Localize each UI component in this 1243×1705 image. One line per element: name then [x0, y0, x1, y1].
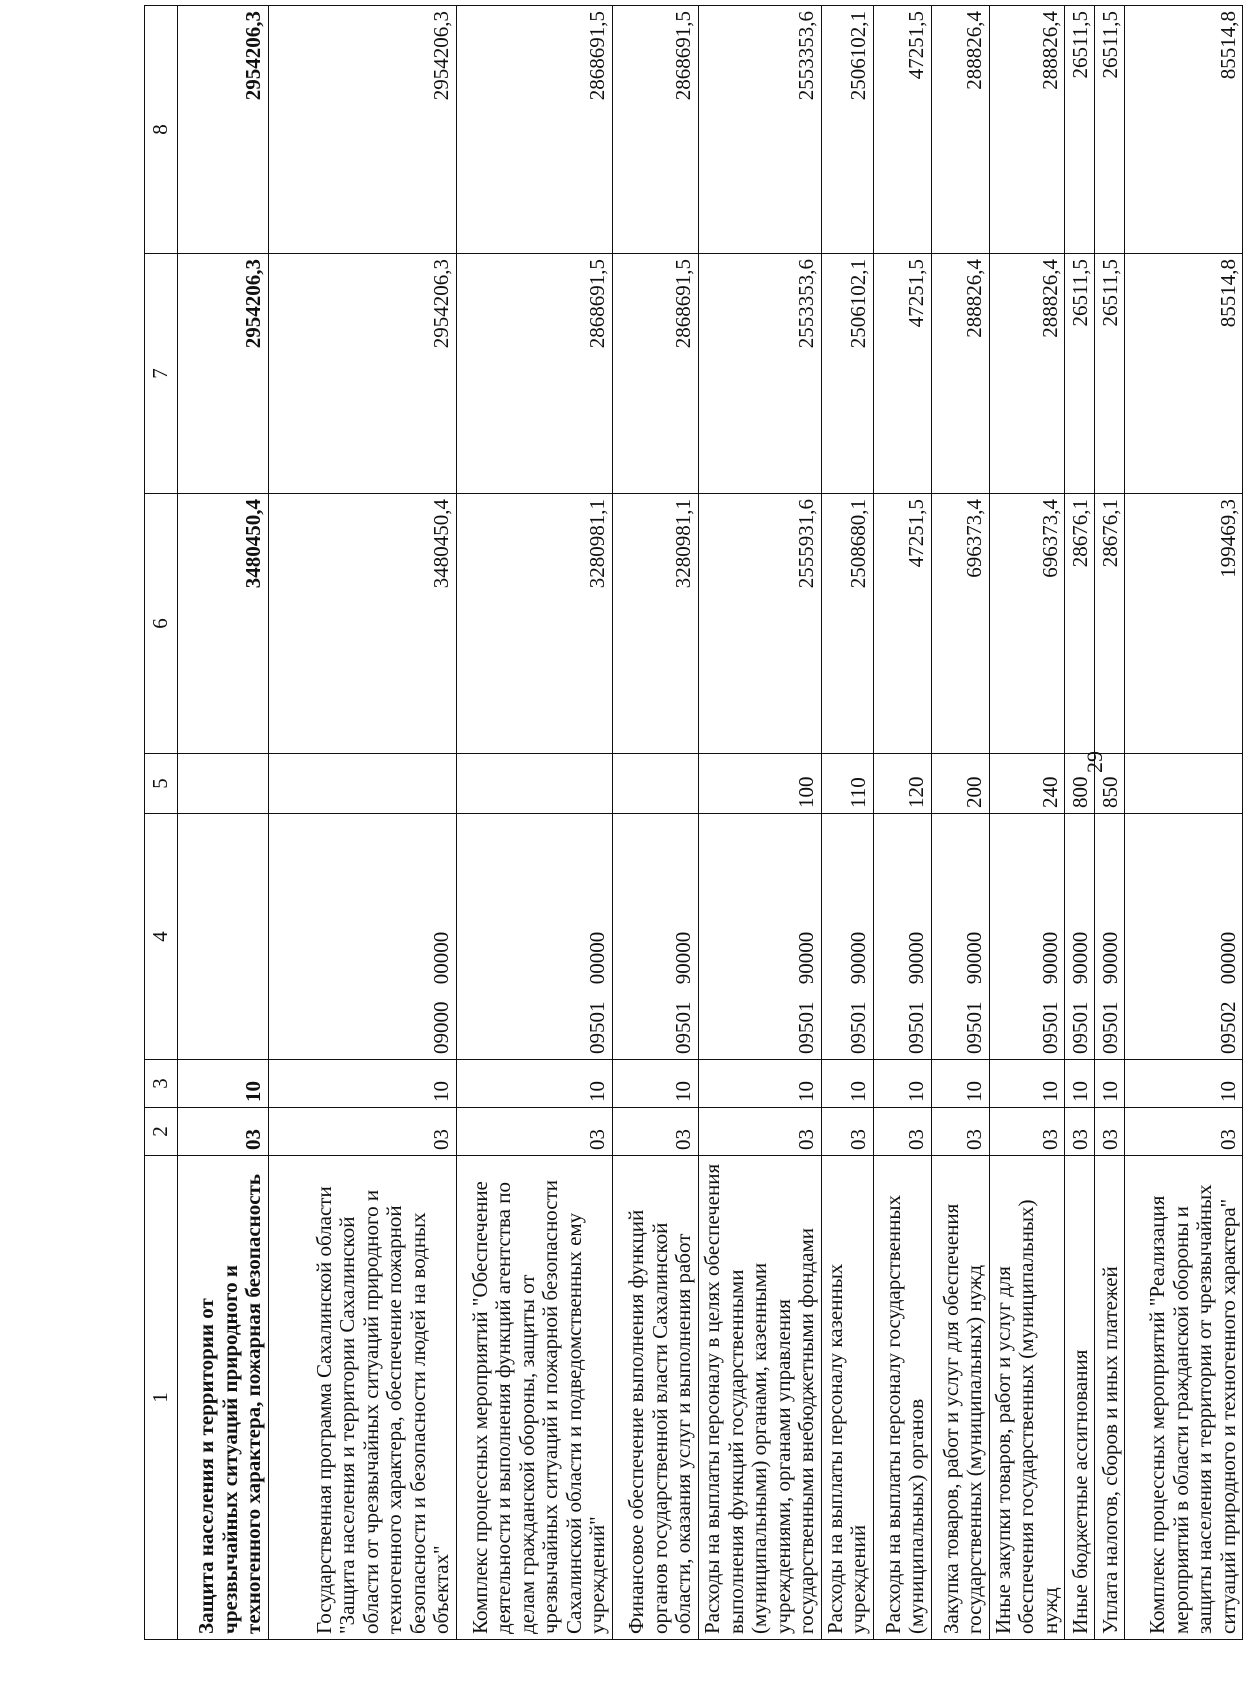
table-row	[931, 6, 989, 1640]
row-target-article: 09501 90000	[613, 814, 699, 1060]
row-subsection-code: 10	[1125, 1060, 1243, 1108]
row-value-col7: 26511,5	[1095, 254, 1125, 494]
row-value-col6: 28676,1	[1095, 494, 1125, 754]
row-expense-type: 240	[989, 754, 1065, 814]
column-header-2: 2	[145, 1108, 178, 1156]
row-expense-type: 100	[699, 754, 822, 814]
row-section-code: 03	[178, 1108, 269, 1156]
row-expense-type: 120	[873, 754, 931, 814]
row-subsection-code: 10	[269, 1060, 457, 1108]
row-value-col8: 2868691,5	[457, 6, 613, 254]
row-section-code: 03	[873, 1108, 931, 1156]
row-name: Комплекс процессных мероприятий "Обеспечение деятельности и выполнения функций агентства по делам гражданской обороны, защиты от чрезвычайных ситуаций и пожарной безопасности Сахалинской области и подведомственных ему учреждений"	[457, 1156, 613, 1640]
column-number-row	[145, 6, 178, 1640]
row-section-code: 03	[821, 1108, 873, 1156]
row-value-col7: 2954206,3	[178, 254, 269, 494]
row-value-col6: 3480450,4	[269, 494, 457, 754]
budget-table	[144, 5, 1243, 1640]
row-name: Иные бюджетные ассигнования	[1065, 1156, 1095, 1640]
row-value-col7: 26511,5	[1065, 254, 1095, 494]
row-expense-type	[457, 754, 613, 814]
row-expense-type	[178, 754, 269, 814]
row-section-code: 03	[699, 1108, 822, 1156]
row-expense-type: 850	[1095, 754, 1125, 814]
row-subsection-code: 10	[821, 1060, 873, 1108]
row-section-code: 03	[1065, 1108, 1095, 1156]
row-name: Закупка товаров, работ и услуг для обеспечения государственных (муниципальных) нужд	[931, 1156, 989, 1640]
row-name: Расходы на выплаты персоналу в целях обеспечения выполнения функций государственными (муниципальными) органами, казенными учреждениями, органами управления государственными внебюджетными фондами	[699, 1156, 822, 1640]
row-subsection-code: 10	[457, 1060, 613, 1108]
row-target-article: 09501 90000	[1065, 814, 1095, 1060]
row-name: Расходы на выплаты персоналу казенных учреждений	[821, 1156, 873, 1640]
row-value-col8: 2506102,1	[821, 6, 873, 254]
row-value-col8: 288826,4	[931, 6, 989, 254]
row-section-code: 03	[457, 1108, 613, 1156]
row-value-col6: 3280981,1	[613, 494, 699, 754]
row-value-col6: 199469,3	[1125, 494, 1243, 754]
row-value-col7: 2553353,6	[699, 254, 822, 494]
row-name: Государственная программа Сахалинской области "Защита населения и территории Сахалинской области от чрезвычайных ситуаций природного и техногенного характера, обеспечение пожарной безопасности и безопасности людей на водных объектах"	[269, 1156, 457, 1640]
row-value-col7: 2868691,5	[457, 254, 613, 494]
row-section-code: 03	[1125, 1108, 1243, 1156]
row-value-col8: 85514,8	[1125, 6, 1243, 254]
row-value-col7: 288826,4	[989, 254, 1065, 494]
row-subsection-code: 10	[989, 1060, 1065, 1108]
row-target-article: 09501 90000	[1095, 814, 1125, 1060]
row-value-col8: 2553353,6	[699, 6, 822, 254]
row-value-col7: 2506102,1	[821, 254, 873, 494]
row-value-col7: 47251,5	[873, 254, 931, 494]
row-value-col8: 2954206,3	[178, 6, 269, 254]
row-section-code: 03	[1095, 1108, 1125, 1156]
row-expense-type	[613, 754, 699, 814]
table-row	[873, 6, 931, 1640]
row-value-col7: 2954206,3	[269, 254, 457, 494]
row-expense-type: 110	[821, 754, 873, 814]
page-number: 29	[1082, 751, 1107, 773]
row-value-col6: 3480450,4	[178, 494, 269, 754]
row-subsection-code: 10	[1095, 1060, 1125, 1108]
row-name: Защита населения и территории от чрезвычайных ситуаций природного и техногенного характера, пожарная безопасность	[178, 1156, 269, 1640]
row-value-col6: 696373,4	[931, 494, 989, 754]
table-row	[989, 6, 1065, 1640]
row-value-col7: 85514,8	[1125, 254, 1243, 494]
row-value-col6: 2508680,1	[821, 494, 873, 754]
row-section-code: 03	[989, 1108, 1065, 1156]
row-target-article: 09501 90000	[931, 814, 989, 1060]
table-row	[269, 6, 457, 1640]
table-row	[699, 6, 822, 1640]
row-section-code: 03	[613, 1108, 699, 1156]
row-name: Уплата налогов, сборов и иных платежей	[1095, 1156, 1125, 1640]
column-header-8: 8	[145, 6, 178, 254]
row-subsection-code: 10	[613, 1060, 699, 1108]
row-target-article: 09502 00000	[1125, 814, 1243, 1060]
row-value-col8: 26511,5	[1065, 6, 1095, 254]
column-header-4: 4	[145, 814, 178, 1060]
row-subsection-code: 10	[873, 1060, 931, 1108]
row-value-col8: 47251,5	[873, 6, 931, 254]
row-section-code: 03	[931, 1108, 989, 1156]
row-value-col6: 3280981,1	[457, 494, 613, 754]
row-expense-type	[269, 754, 457, 814]
column-header-7: 7	[145, 254, 178, 494]
column-header-6: 6	[145, 494, 178, 754]
row-section-code: 03	[269, 1108, 457, 1156]
row-value-col6: 2555931,6	[699, 494, 822, 754]
table-row	[457, 6, 613, 1640]
row-value-col6: 696373,4	[989, 494, 1065, 754]
row-name: Иные закупки товаров, работ и услуг для обеспечения государственных (муниципальных) нужд	[989, 1156, 1065, 1640]
column-header-5: 5	[145, 754, 178, 814]
row-value-col6: 28676,1	[1065, 494, 1095, 754]
table-row	[821, 6, 873, 1640]
row-target-article: 09000 00000	[269, 814, 457, 1060]
row-value-col8: 26511,5	[1095, 6, 1125, 254]
row-target-article: 09501 00000	[457, 814, 613, 1060]
row-subsection-code: 10	[178, 1060, 269, 1108]
row-name: Расходы на выплаты персоналу государственных (муниципальных) органов	[873, 1156, 931, 1640]
row-value-col8: 2954206,3	[269, 6, 457, 254]
row-expense-type: 800	[1065, 754, 1095, 814]
table-row	[613, 6, 699, 1640]
row-target-article: 09501 90000	[873, 814, 931, 1060]
table-body	[178, 6, 1243, 1640]
row-target-article: 09501 90000	[699, 814, 822, 1060]
table-row	[1125, 6, 1243, 1640]
row-target-article	[178, 814, 269, 1060]
column-header-3: 3	[145, 1060, 178, 1108]
row-subsection-code: 10	[931, 1060, 989, 1108]
table-row	[1095, 6, 1125, 1640]
row-target-article: 09501 90000	[821, 814, 873, 1060]
row-subsection-code: 10	[699, 1060, 822, 1108]
row-value-col7: 2868691,5	[613, 254, 699, 494]
row-value-col8: 2868691,5	[613, 6, 699, 254]
row-expense-type	[1125, 754, 1243, 814]
row-target-article: 09501 90000	[989, 814, 1065, 1060]
row-subsection-code: 10	[1065, 1060, 1095, 1108]
row-value-col8: 288826,4	[989, 6, 1065, 254]
row-expense-type: 200	[931, 754, 989, 814]
row-value-col6: 47251,5	[873, 494, 931, 754]
column-header-1: 1	[145, 1156, 178, 1640]
row-name: Комплекс процессных мероприятий "Реализация мероприятий в области гражданской обороны и защиты населения и территории от чрезвычайных ситуаций природного и техногенного характера"	[1125, 1156, 1243, 1640]
row-value-col7: 288826,4	[931, 254, 989, 494]
table-row	[178, 6, 269, 1640]
table-row	[1065, 6, 1095, 1640]
row-name: Финансовое обеспечение выполнения функций органов государственной власти Сахалинской области, оказания услуг и выполнения работ	[613, 1156, 699, 1640]
